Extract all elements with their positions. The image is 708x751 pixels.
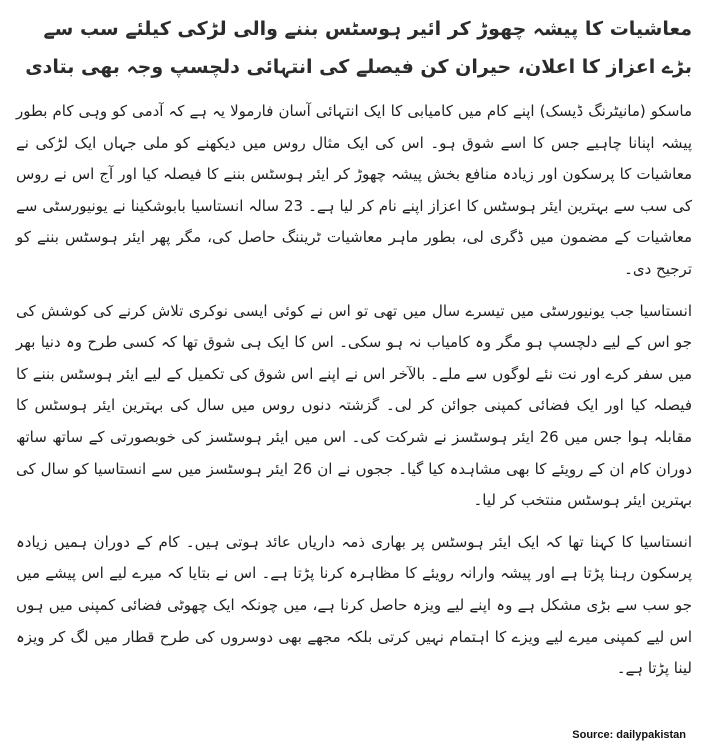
article-headline: معاشیات کا پیشہ چھوڑ کر ائیر ہوسٹس بننے والی لڑکی کیلئے سب سے بڑے اعزاز کا اعلان، حیران کن فیصلے کی انتہائی دلچسپ وجہ بھی بتادی — [25, 18, 692, 78]
source-credit: Source: dailypakistan — [572, 729, 686, 741]
article-paragraph-3: انستاسیا کا کہنا تھا کہ ایک ایئر ہوسٹس پر بھاری ذمہ داریاں عائد ہوتی ہیں۔ کام کے دوران ہمیں زیادہ پرسکون رہنا پڑتا ہے اور پیشہ وارانہ رویئے کا مظاہرہ کرنا پڑتا ہے۔ اس نے بتایا کہ میرے لیے اس پیشے میں جو سب سے بڑی مشکل ہے وہ اپنے لیے ویزہ حاصل کرنا ہے، میں چونکہ ایک چھوٹی فضائی کمپنی میں ہوں اس لیے کمپنی میرے لیے ویزے کا اہتمام نہیں کرتی بلکہ مجھے بھی دوسروں کی طرح قطار میں لگ کر ویزہ لینا پڑتا ہے۔ — [16, 532, 692, 678]
article-paragraph-2: انستاسیا جب یونیورسٹی میں تیسرے سال میں تھی تو اس نے کوئی ایسی نوکری تلاش کرنے کی کوشش کی جو اس کے لیے دلچسپ ہو مگر وہ کامیاب نہ ہو سکی۔ اس کا ایک ہی شوق تھا کہ کسی طرح وہ دنیا بھر میں سفر کرے اور نت نئے لوگوں سے ملے۔ بالآخر اس نے اپنے اس شوق کی تکمیل کے لیے ایئر ہوسٹس بننے کا فیصلہ کیا اور ایک فضائی کمپنی جوائن کر لی۔ گزشتہ دنوں روس میں سال کی بہترین ایئر ہوسٹس کا مقابلہ ہوا جس میں 26 ایئر ہوسٹسز نے شرکت کی۔ اس میں ایئر ہوسٹسز کی خوبصورتی کے ساتھ ساتھ دوران کام ان کے رویئے کا بھی مشاہدہ کیا گیا۔ ججوں نے ان 26 ایئر ہوسٹسز میں سے انستاسیا کو سال کی بہترین ایئر ہوسٹس منتخب کر لیا۔ — [16, 301, 692, 510]
article-paragraph-1: ماسکو (مانیٹرنگ ڈیسک) اپنے کام میں کامیابی کا ایک انتہائی آسان فارمولا یہ ہے کہ آدمی کو وہی کام بطور پیشہ اپنانا چاہیے جس کا اسے شوق ہو۔ اس کی ایک مثال روس میں دیکھنے کو ملی جہاں ایک لڑکی نے معاشیات کا پرسکون اور زیادہ منافع بخش پیشہ چھوڑ کر ایئر ہوسٹس بننے کا فیصلہ کیا اور آج اس نے روس کی سب سے بہترین ایئر ہوسٹس کا اعزاز اپنے نام کر لیا ہے۔ 23 سالہ انستاسیا بابوشکینا نے یونیورسٹی سے معاشیات کے مضمون میں ڈگری لی، بطور ماہر معاشیات ٹریننگ حاصل کی، مگر پھر ایئر ہوسٹس بننے کو ترجیح دی۔ — [16, 102, 692, 278]
